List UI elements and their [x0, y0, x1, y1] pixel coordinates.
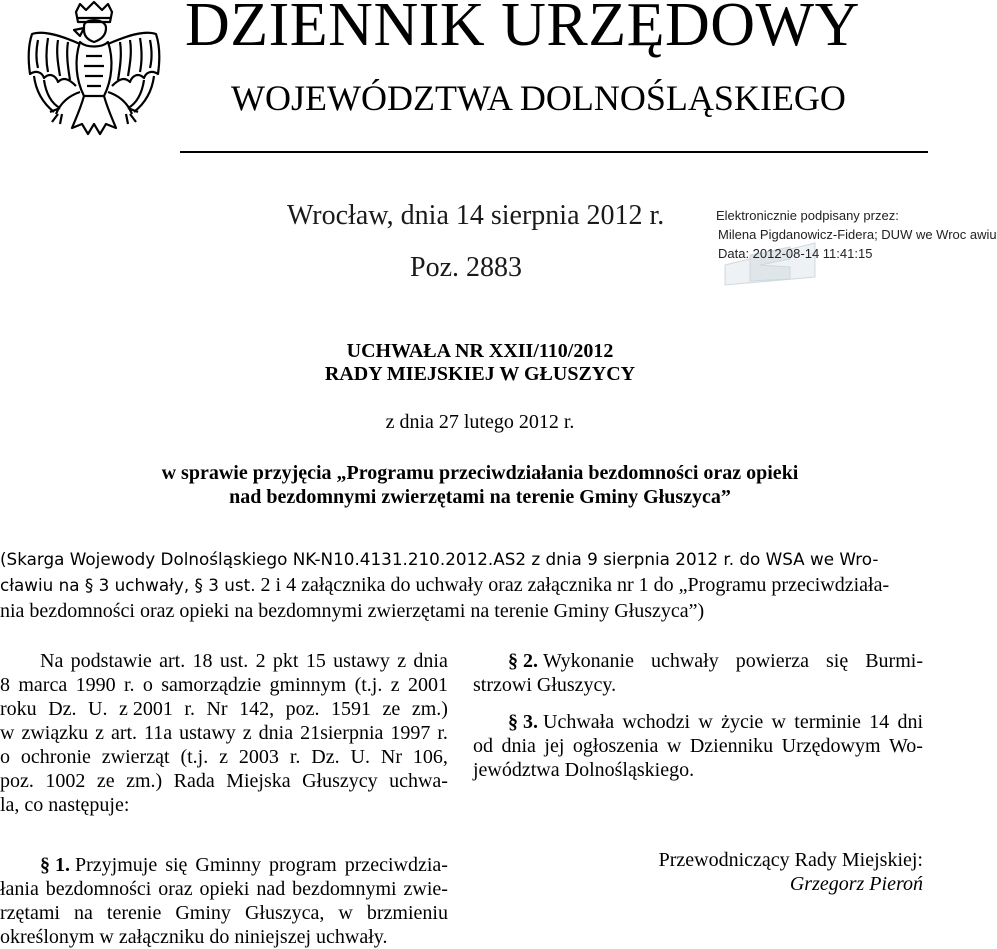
word: Uchwała	[543, 711, 615, 733]
word: dni	[897, 711, 923, 733]
resolution-number: UCHWAŁA NR XXII/110/2012	[346, 340, 614, 362]
word: r.	[184, 698, 195, 720]
word: zwie-	[403, 878, 448, 900]
word: ogłoszenia	[572, 735, 659, 757]
word: Wo-	[888, 735, 923, 757]
resolution-date: z dnia 27 lutego 2012 r.	[385, 411, 575, 433]
word: na	[74, 902, 93, 924]
word: ustawy	[179, 722, 236, 744]
text-line: la, co następuje:	[0, 794, 130, 816]
position-number: Poz. 2883	[410, 252, 522, 283]
text-line	[0, 877, 448, 901]
word: zwierząt	[101, 746, 170, 768]
word: 11a	[144, 722, 173, 744]
word: z	[397, 650, 407, 672]
word: 8	[0, 674, 10, 696]
note-line-3: nia bezdomności oraz opieki na bezdomnymi zwierzętami na terenie Gminy Głuszyca”)	[0, 600, 705, 622]
word: (t.j.	[180, 746, 209, 768]
word: o	[142, 674, 153, 696]
paragraph-1	[0, 853, 448, 949]
word: Miejska	[226, 770, 291, 792]
word: 1591	[331, 698, 372, 720]
word: opieki	[199, 878, 250, 900]
word: w	[771, 711, 786, 733]
text-line	[0, 673, 448, 697]
header-divider	[180, 151, 928, 153]
signature-date: Data: 2012-08-14 11:41:15	[718, 246, 873, 261]
word: się	[826, 650, 849, 672]
word: Wykonanie	[543, 650, 634, 672]
text-line	[0, 697, 448, 721]
text-line	[473, 649, 923, 673]
word: dnia	[258, 722, 294, 744]
word: 14	[869, 711, 890, 733]
text-line	[0, 769, 448, 793]
word: bezdomnymi	[292, 878, 397, 900]
word: Dzienniku	[689, 735, 774, 757]
word: Głuszyca,	[244, 902, 325, 924]
word: wchodzi	[622, 711, 691, 733]
word: Gminny	[195, 854, 261, 876]
word: Rada	[173, 770, 215, 792]
right-column	[473, 649, 923, 782]
word: się	[165, 854, 188, 876]
word: jej	[544, 735, 565, 757]
word: Na	[40, 650, 64, 672]
word: pkt	[272, 650, 299, 672]
word: brzmieniu	[366, 902, 448, 924]
paragraph-label: § 3.	[508, 711, 543, 733]
signatory-role: Przewodniczący Rady Miejskiej:	[658, 849, 923, 871]
word: związku	[21, 722, 89, 744]
word: 106,	[412, 746, 448, 768]
text-line	[473, 734, 923, 758]
word: 142,	[239, 698, 275, 720]
word: 15	[305, 650, 326, 672]
word: z	[390, 674, 400, 696]
word: przeciwdzia-	[344, 854, 448, 876]
word: Urzędowym	[781, 735, 881, 757]
word: 18	[192, 650, 213, 672]
word: w	[698, 711, 713, 733]
word: Dz.	[311, 746, 340, 768]
word: uchwały	[650, 650, 719, 672]
word: 1990	[75, 674, 116, 696]
note-line-2b: § 3 uchwały, § 3 ust.	[84, 575, 256, 595]
word: bezdomności	[45, 878, 152, 900]
word: z	[219, 746, 229, 768]
word: jewództwa Dolnośląskiego.	[473, 759, 695, 781]
word: od	[473, 735, 493, 757]
word: U.	[88, 698, 108, 720]
text-line	[0, 745, 448, 769]
word: terminie	[794, 711, 861, 733]
word: w	[666, 735, 682, 757]
word: życie	[721, 711, 764, 733]
text-line	[473, 710, 923, 734]
word: w	[338, 902, 353, 924]
word: uchwa-	[389, 770, 448, 792]
word: 2	[255, 650, 266, 672]
text-line	[0, 649, 448, 673]
text-line	[0, 721, 448, 745]
word: 1002	[45, 770, 86, 792]
left-column	[0, 649, 448, 949]
word: Dz.	[48, 698, 77, 720]
word: r.	[437, 722, 448, 744]
word: zm.)	[126, 770, 163, 792]
text-line	[0, 853, 448, 877]
text-line	[473, 758, 923, 782]
word: Głuszycy	[302, 770, 378, 792]
note-line-2c: 2 i 4 załącznika do uchwały oraz załącznika nr 1 do „Programu przeciwdziała-	[255, 574, 890, 596]
note-line-2a: cławiu na	[0, 575, 85, 595]
word: z	[95, 722, 104, 744]
word: zm.)	[411, 698, 448, 720]
word: 2003	[238, 746, 279, 768]
word: podstawie	[70, 650, 152, 672]
word: nad	[256, 878, 286, 900]
word: dnia	[413, 650, 448, 672]
signatory-name: Grzegorz Pieroń	[789, 873, 923, 895]
word: z	[242, 722, 252, 744]
text-line	[473, 673, 923, 697]
word: (t.j.	[354, 674, 383, 696]
word: marca	[18, 674, 68, 696]
word: powierza	[735, 650, 810, 672]
word: 1997	[390, 722, 431, 744]
text-line	[0, 925, 448, 949]
word: U.	[350, 746, 370, 768]
word: w	[0, 722, 15, 744]
word: terenie	[106, 902, 162, 924]
paragraph-label: § 1.	[40, 854, 75, 876]
word: ochronie	[20, 746, 91, 768]
place-date: Wrocław, dnia 14 sierpnia 2012 r.	[287, 200, 665, 231]
paragraph-label: § 2.	[508, 650, 543, 672]
word: 21sierpnia	[300, 722, 384, 744]
word: z 2001	[119, 698, 173, 720]
word: Nr	[206, 698, 228, 720]
word: poz.	[0, 770, 34, 792]
journal-title: DZIENNIK URZĘDOWY	[185, 0, 860, 59]
paragraph-2	[473, 649, 923, 697]
legal-basis-paragraph	[0, 649, 448, 817]
word: Nr	[380, 746, 402, 768]
word: r.	[289, 746, 301, 768]
signature-signer: Milena Pigdanowicz-Fidera; DUW we Wroc awiu	[718, 227, 997, 242]
word: roku	[0, 698, 37, 720]
word: łania	[0, 878, 39, 900]
text-line	[0, 901, 448, 925]
word: 2001	[407, 674, 448, 696]
word: Przyjmuje	[75, 854, 158, 876]
word: strzowi Głuszycy.	[473, 674, 617, 696]
word: ze	[96, 770, 115, 792]
word: r.	[123, 674, 135, 696]
resolution-subject-line-2: nad bezdomnymi zwierzętami na terenie Gminy Głuszyca”	[229, 486, 731, 508]
word: ustawy	[333, 650, 390, 672]
word: określonym w załączniku do niniejszej uchwały.	[0, 926, 388, 948]
word: o	[0, 746, 10, 768]
note-line-2	[0, 572, 958, 598]
word: ust.	[219, 650, 249, 672]
signature-line-1: Elektronicznie podpisany przez:	[716, 208, 899, 223]
word: dnia	[501, 735, 536, 757]
eagle-emblem-icon	[14, 0, 174, 160]
word: Burmi-	[865, 650, 923, 672]
resolution-subject-line-1: w sprawie przyjęcia „Programu przeciwdziałania bezdomności oraz opieki	[161, 462, 799, 484]
word: art.	[110, 722, 138, 744]
word: gminnym	[269, 674, 347, 696]
word: art.	[159, 650, 186, 672]
word: poz.	[285, 698, 320, 720]
complaint-note	[0, 546, 958, 624]
word: Gminy	[175, 902, 231, 924]
word: ze	[382, 698, 401, 720]
paragraph-3	[473, 710, 923, 782]
word: program	[268, 854, 337, 876]
word: samorządzie	[161, 674, 262, 696]
resolution-issuer: RADY MIEJSKIEJ W GŁUSZYCY	[324, 363, 636, 385]
word: oraz	[158, 878, 193, 900]
note-line-1: (Skarga Wojewody Dolnośląskiego NK-N10.4131.210.2012.AS2 z dnia 9 sierpnia 2012 r. do WSA we Wro-	[0, 549, 879, 569]
word: rzętami	[0, 902, 60, 924]
journal-subtitle: WOJEWÓDZTWA DOLNOŚLĄSKIEGO	[231, 78, 846, 118]
